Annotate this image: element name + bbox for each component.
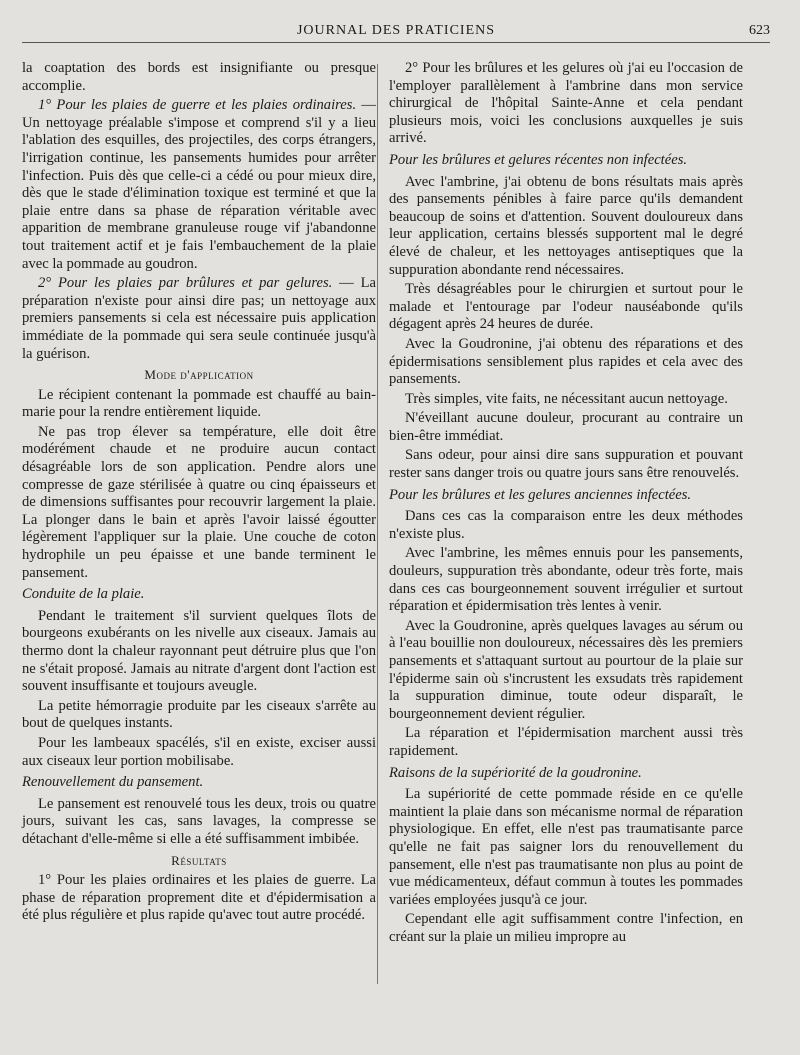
paragraph-lead: 1° Pour les plaies de guerre et les plaies ordinaires. xyxy=(38,97,357,114)
paragraph: Ne pas trop élever sa température, elle doit être modérément chaude et ne produire aucun contact désagréable lors de son application. Pendre alors une compresse de gaze stérilisée à quatre ou cinq épaisseurs et de dimensions suffisantes pour recouvrir largement la plaie. La plonger dans le bain et après l'avoir laissé égoutter légèrement l'appliquer sur la plaie. Une couche de coton hydrophile un peu épaisse et une bande terminent le pansement. xyxy=(22,423,376,581)
section-heading: Résultats xyxy=(171,852,227,868)
paragraph: 1° Pour les plaies ordinaires et les plaies de guerre. La phase de réparation proprement dite et d'épidermisation a été plus régulière et plus rapide qu'avec tout autre procédé. xyxy=(22,872,376,924)
paragraph: Avec l'ambrine, les mêmes ennuis pour les pansements, douleurs, suppuration très abondante, odeur très forte, mais dans ces cas bourgeonnement souvent irrégulier et surtout réparation et épidermisation très lentes à venir. xyxy=(389,545,743,615)
paragraph: Dans ces cas la comparaison entre les deux méthodes n'existe plus. xyxy=(389,508,743,542)
paragraph: Avec la Goudronine, j'ai obtenu des réparations et des épidermisations sensiblement plus rapides et cela avec des pansements. xyxy=(389,335,743,388)
paragraph-lead: 2° Pour les plaies par brûlures et par gelures. xyxy=(38,275,333,292)
paragraph: Très simples, vite faits, ne nécessitant aucun nettoyage. xyxy=(405,390,728,407)
paragraph xyxy=(22,275,376,363)
subheading: Conduite de la plaie. xyxy=(22,586,145,603)
paragraph: Pendant le traitement s'il survient quelques îlots de bourgeons exubérants on les nivelle aux ciseaux. Jamais au thermo dont la chaleur rayonnant peut détruire plus que l'on ne s'était proposé. Jamais au nitrate d'argent dont l'action est souvent insuffisante et toujours aveugle. xyxy=(22,607,376,695)
section-heading: Mode d'application xyxy=(144,367,254,383)
subheading: Pour les brûlures et gelures récentes non infectées. xyxy=(389,151,688,168)
subheading: Pour les brûlures et les gelures anciennes infectées. xyxy=(389,486,692,503)
subheading: Raisons de la supériorité de la goudronine. xyxy=(389,764,642,781)
paragraph: Le récipient contenant la pommade est chauffé au bain-marie pour la rendre entièrement liquide. xyxy=(22,386,376,421)
paragraph: Sans odeur, pour ainsi dire sans suppuration et pouvant rester sans danger trois ou quatre jours sans être renouvelés. xyxy=(389,447,743,482)
subheading: Renouvellement du pansement. xyxy=(22,774,204,791)
paragraph: Cependant elle agit suffisamment contre l'infection, en créant sur la plaie un milieu impropre au xyxy=(389,911,743,945)
left-column xyxy=(22,60,376,927)
paragraph: Avec la Goudronine, après quelques lavages au sérum ou à l'eau bouillie non douloureux, nécessaires dès les premiers pansements et s'attaquant surtout au pourtour de la plaie sur l'épiderme sain où s'incrustent les exsudats très rapidement la suppuration diminue, toute odeur disparaît, le bourgeonnement devient régulier. xyxy=(389,617,743,722)
paragraph: La petite hémorragie produite par les ciseaux s'arrête au bout de quelques instants. xyxy=(22,697,376,732)
paragraph: Avec l'ambrine, j'ai obtenu de bons résultats mais après des pansements pénibles à faire parce qu'ils demandent beaucoup de soins et d'attention. Souvent douloureux dans leur application, certains blessés supportent mal le degré élevé de chaleur, et les nettoyages antiseptiques que la suppuration abondante rend nécessaires. xyxy=(389,173,743,278)
paragraph: Le pansement est renouvelé tous les deux, trois ou quatre jours, suivant les cas, sans lavages, la compresse se détachant d'elle-même si elle a été suffisamment imbibée. xyxy=(22,795,376,847)
paragraph-body: — Un nettoyage préalable s'impose et comprend s'il y a lieu l'ablation des esquilles, des projectiles, des corps étrangers, l'irrigation continue, les pansements humides pour arrêter l'infection. Puis dès que celle-ci a cédé ou pour mieux dire, dès que le stade d'élimination toxique est terminé et que la plaie entre dans sa phase de réparation véritable avec apparition de membrane granuleuse rouge vif j'abandonne tout traitement actif et je fais l'embauchement de la plaie avec la pommade au goudron. xyxy=(22,97,376,272)
page-number: 623 xyxy=(749,23,770,38)
paragraph: N'éveillant aucune douleur, procurant au contraire un bien-être immédiat. xyxy=(389,410,743,444)
right-column xyxy=(389,60,743,949)
paragraph: 2° Pour les brûlures et les gelures où j'ai eu l'occasion de l'employer parallèlement à l'ambrine dans mon service chirurgical de l'hôpital Sainte-Anne et cela pendant plusieurs mois, voici les conclusions auxquelles je suis arrivé. xyxy=(389,60,743,147)
paragraph-body: — La préparation n'existe pour ainsi dire pas; un nettoyage aux premiers pansements si cela est nécessaire puis application immédiate de la pommade qui sera seule continuée jusqu'à la guérison. xyxy=(22,275,376,362)
paragraph: la coaptation des bords est insignifiante ou presque accomplie. xyxy=(22,60,376,94)
paragraph: La supériorité de cette pommade réside en ce qu'elle maintient la plaie dans son mécanisme normal de réparation physiologique. En effet, elle n'est pas traumatisante parce qu'elle ne fait pas saigner lors du renouvellement du pansement, elle n'est pas traumatisante non plus au point de vue médicamenteux, défaut commun à toutes les pommades variées employées jusqu'à ce jour. xyxy=(389,786,743,908)
paragraph: Très désagréables pour le chirurgien et surtout pour le malade et l'entourage par l'odeur nauséabonde qu'ils dégagent après 24 heures de durée. xyxy=(389,281,743,333)
journal-title: JOURNAL DES PRATICIENS xyxy=(296,23,496,38)
running-header xyxy=(22,20,770,43)
column-divider xyxy=(377,64,378,984)
paragraph: La réparation et l'épidermisation marchent aussi très rapidement. xyxy=(389,725,743,759)
paragraph: Pour les lambeaux spacélés, s'il en existe, exciser aussi aux ciseaux leur portion mobilisabe. xyxy=(22,734,376,769)
paragraph xyxy=(22,97,376,273)
